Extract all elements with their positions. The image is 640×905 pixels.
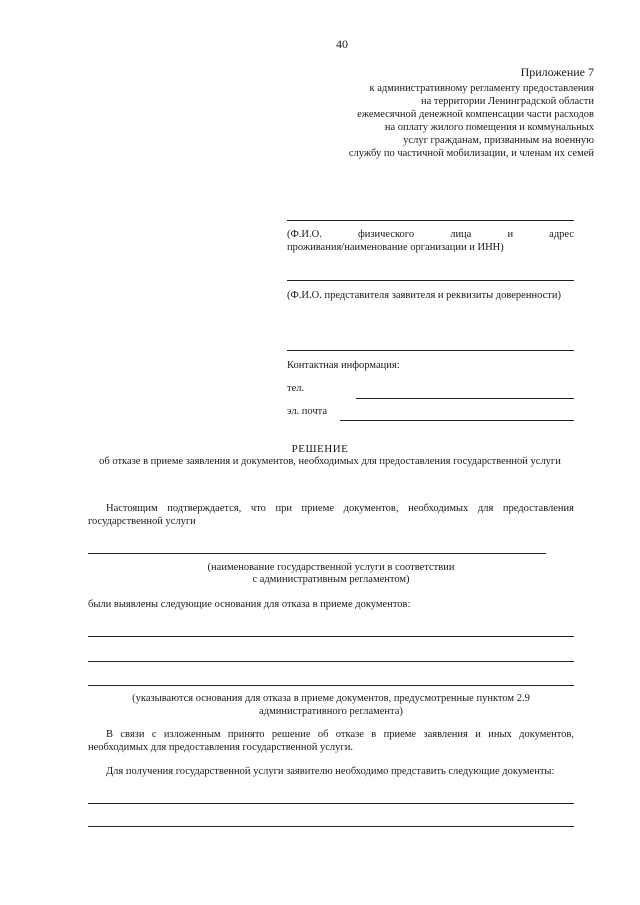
documents-field-1[interactable]	[88, 803, 574, 804]
appendix-title: Приложение 7	[520, 65, 594, 79]
email-label: эл. почта	[287, 406, 328, 417]
appendix-line: на территории Ленинградской области	[420, 96, 594, 107]
appendix-line: к административному регламенту предоставления	[369, 83, 594, 94]
applicant-fio-caption	[287, 228, 574, 241]
service-name-field[interactable]	[88, 553, 546, 554]
grounds-note-line1: (указываются основания для отказа в приеме документов, предусмотренные пунктом 2.9	[132, 693, 530, 704]
appendix-line: услуг гражданам, призванным на военную	[403, 135, 594, 146]
grounds-field-3[interactable]	[88, 685, 574, 686]
contact-label: Контактная информация:	[287, 360, 400, 371]
applicant-fio-caption-line2: проживания/наименование организации и ИНН)	[287, 242, 504, 253]
representative-line[interactable]	[287, 280, 574, 281]
page-number: 40	[336, 37, 348, 51]
fio-word: и	[507, 229, 514, 240]
appendix-line: на оплату жилого помещения и коммунальных	[384, 122, 594, 133]
representative-caption: (Ф.И.О. представителя заявителя и реквизиты доверенности)	[287, 290, 561, 301]
email-field[interactable]	[340, 420, 574, 421]
grounds-note-line2: административного регламента)	[259, 706, 403, 717]
service-name-note-line2: с административным регламентом)	[252, 574, 410, 585]
grounds-field-2[interactable]	[88, 661, 574, 662]
phone-field[interactable]	[356, 398, 574, 399]
appendix-lines	[264, 82, 594, 160]
grounds-intro: были выявлены следующие основания для отказа в приеме документов:	[88, 599, 411, 610]
address-line[interactable]	[287, 350, 574, 351]
refusal-paragraph-line1: В связи с изложенным принято решение об отказе в приеме заявления и иных документов,	[106, 729, 574, 740]
confirmation-paragraph-line1: Настоящим подтверждается, что при приеме документов, необходимых для предоставления	[106, 503, 574, 514]
fio-word: (Ф.И.О.	[287, 229, 322, 240]
service-name-note-line1: (наименование государственной услуги в соответствии	[207, 562, 455, 573]
decision-title: РЕШЕНИЕ	[291, 443, 349, 455]
documents-field-2[interactable]	[88, 826, 574, 827]
grounds-field-1[interactable]	[88, 636, 574, 637]
phone-label: тел.	[287, 383, 305, 394]
appendix-line: службу по частичной мобилизации, и членам их семей	[348, 148, 594, 159]
fio-word: физического	[357, 229, 415, 240]
appendix-line: ежемесячной денежной компенсации части расходов	[357, 109, 594, 120]
refusal-paragraph-line2: необходимых для предоставления государственной услуги.	[88, 742, 353, 753]
fio-word: адрес	[549, 229, 574, 240]
decision-subtitle: об отказе в приеме заявления и документов, необходимых для предоставления государственной услуги	[99, 456, 561, 467]
required-documents-intro: Для получения государственной услуги заявителю необходимо представить следующие документы:	[106, 766, 555, 777]
fio-word: лица	[450, 229, 472, 240]
applicant-name-line[interactable]	[287, 220, 574, 221]
confirmation-paragraph-line2: государственной услуги	[88, 516, 196, 527]
